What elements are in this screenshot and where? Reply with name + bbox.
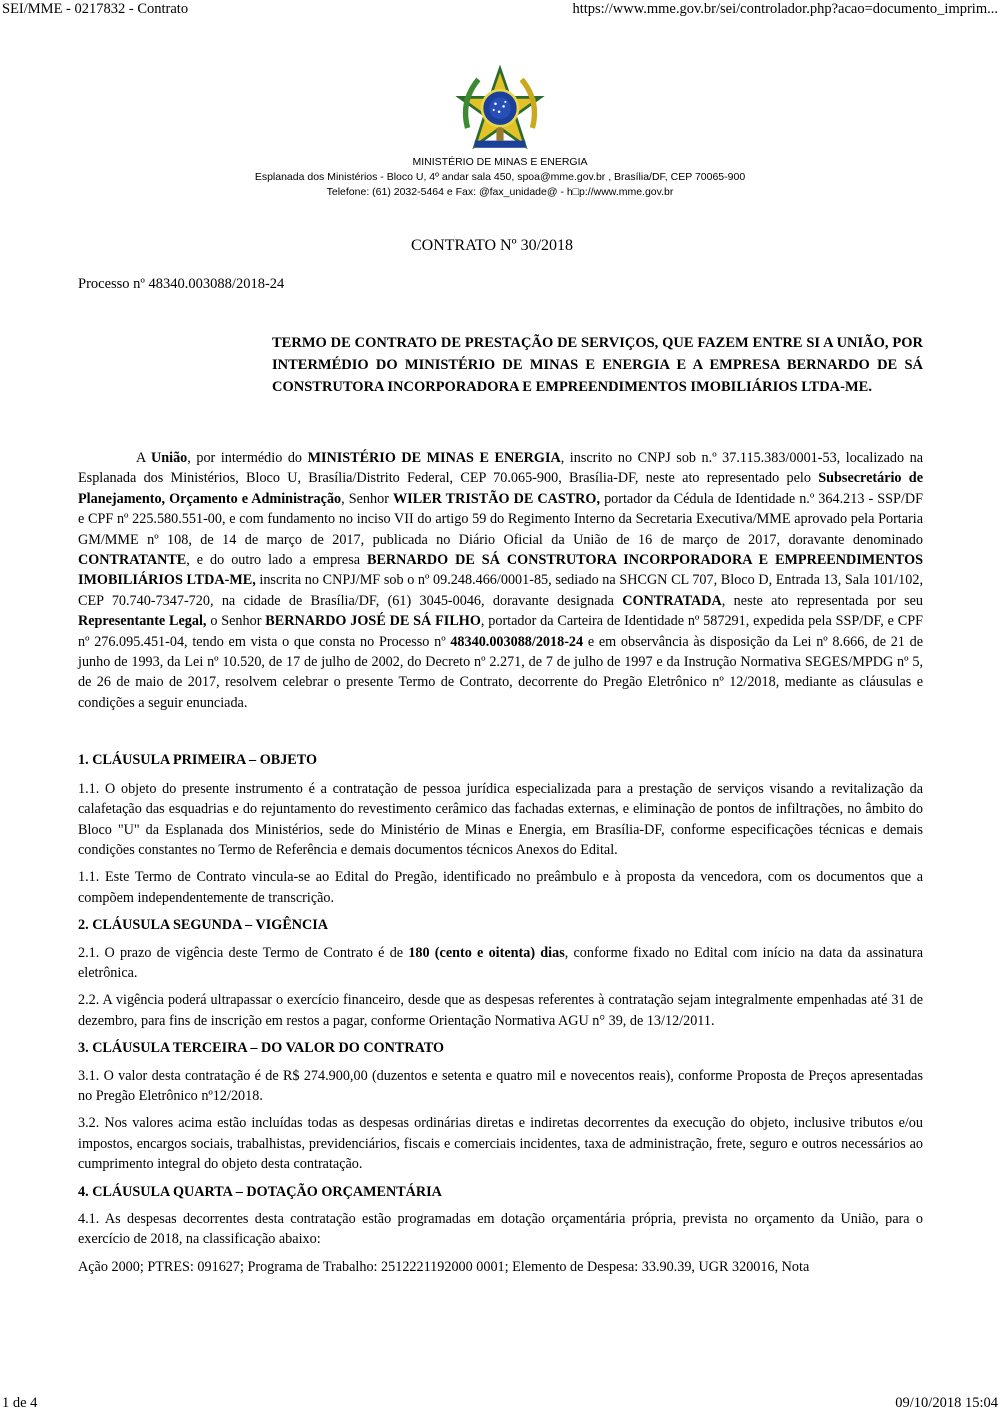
clause-3-paragraph-1: 3.1. O valor desta contratação é de R$ 274.900,00 (duzentos e setenta e quatro mil e novecentos reais), conforme Proposta de Preços apresentadas no Pregão Eletrônico nº12/2018. (78, 1067, 923, 1104)
clause-1-paragraph-2: 1.1. Este Termo de Contrato vincula-se ao Edital do Pregão, identificado no preâmbulo e à proposta da vencedora, com os documentos que a compõem independentemente de transcrição. (78, 869, 923, 906)
clause-2-title: 2. CLÁUSULA SEGUNDA – VIGÊNCIA (78, 917, 329, 934)
clause-2-paragraph-1: 2.1. O prazo de vigência deste Termo de Contrato é de 180 (cento e oitenta) dias, conforme fixado no Edital com início na data da assinatura eletrônica. (78, 944, 923, 981)
clause-1-title: 1. CLÁUSULA PRIMEIRA – OBJETO (78, 752, 317, 769)
clause-4-title: 4. CLÁUSULA QUARTA – DOTAÇÃO ORÇAMENTÁRIA (78, 1183, 442, 1200)
ministry-contacts: Telefone: (61) 2032-5464 e Fax: @fax_unidade@ - h□p://www.mme.gov.br (326, 186, 674, 198)
clause-3-title: 3. CLÁUSULA TERCEIRA – DO VALOR DO CONTRATO (78, 1040, 445, 1057)
preamble-paragraph: A União, por intermédio do MINISTÉRIO DE MINAS E ENERGIA, inscrito no CNPJ sob n.º 37.115.383/0001-53, localizado na Esplanada dos Ministérios, Bloco U, Brasília/Distrito Federal, CEP 70.065-900, Brasília-DF, neste ato representado pelo Subsecretário de Planejamento, Orçamento e Administração, Senhor WILER TRISTÃO DE CASTRO, portador da Cédula de Identidade n.º 364.213 - SSP/DF e CPF nº 225.580.551-00, e com fundamento no inciso VII do artigo 59 do Regimento Interno da Secretaria Executiva/MME aprovado pela Portaria GM/MME nº 108, de 14 de março de 2017, publicada no Diário Oficial da União de 16 de março de 2017, doravante denominado CONTRATANTE, e do outro lado a empresa BERNARDO DE SÁ CONSTRUTORA INCORPORADORA E EMPREENDIMENTOS IMOBILIÁRIOS LTDA-ME, inscrita no CNPJ/MF sob o nº 09.248.466/0001-85, sediado na SHCGN CL 707, Bloco D, Entrada 13, Sala 101/102, CEP 70.740-7347-720, na cidade de Brasília/DF, (61) 3045-0046, doravante designada CONTRATADA, neste ato representada por seu Representante Legal, o Senhor BERNARDO JOSÉ DE SÁ FILHO, portador da Carteira de Identidade nº 587291, expedida pela SSP/DF, e CPF nº 276.095.451-04, tendo em vista o que consta no Processo nº 48340.003088/2018-24 e em observância às disposição da Lei nº 8.666, de 21 de junho de 1993, da Lei nº 10.520, de 17 de julho de 2002, do Decreto nº 2.271, de 7 de julho de 1997 e da Instrução Normativa SEGES/MPDG nº 5, de 26 de maio de 2017, resolvem celebrar o presente Termo de Contrato, decorrente do Pregão Eletrônico nº 12/2018, mediante as cláusulas e condições a seguir enunciada. (78, 450, 924, 711)
coat-of-arms-icon (455, 65, 545, 155)
clause-3-paragraph-2: 3.2. Nos valores acima estão incluídas todas as despesas ordinárias diretas e indiretas decorrentes da execução do objeto, inclusive tributos e/ou impostos, encargos sociais, trabalhistas, previdenciários, fiscais e comerciais incidentes, taxa de administração, frete, seguro e outros necessários ao cumprimento integral do objeto desta contratação. (78, 1115, 923, 1173)
clause-4-paragraph-1: 4.1. As despesas decorrentes desta contratação estão programadas em dotação orçamentária própria, prevista no orçamento da União, para o exercício de 2018, na classificação abaixo: (78, 1211, 923, 1248)
clause-1-paragraph-1: 1.1. O objeto do presente instrumento é a contratação de pessoa jurídica especializada para a prestação de serviços visando a revitalização da calafetação das esquadrias e do rejuntamento do revestimento cerâmico das fachadas externas, e eliminação de pontos de infiltrações, no âmbito do Bloco "U" da Esplanada dos Ministérios, sede do Ministério de Minas e Energia, em Brasília-DF, conforme especificações técnicas e demais condições constantes no Termo de Referência e demais documentos técnicos Anexos do Edital. (78, 780, 923, 858)
contract-body (78, 448, 923, 1277)
ministry-name: MINISTÉRIO DE MINAS E ENERGIA (412, 156, 588, 168)
page-number: 1 de 4 (2, 1395, 38, 1411)
ministry-address: Esplanada dos Ministérios - Bloco U, 4º andar sala 450, spoa@mme.gov.br , Brasília/DF, CEP 70065-900 (254, 171, 746, 183)
contract-number: CONTRATO Nº 30/2018 (411, 237, 574, 254)
contract-summary: TERMO DE CONTRATO DE PRESTAÇÃO DE SERVIÇOS, QUE FAZEM ENTRE SI A UNIÃO, POR INTERMÉDIO DO MINISTÉRIO DE MINAS E ENERGIA E A EMPRESA BERNARDO DE SÁ CONSTRUTORA INCORPORADORA E EMPREENDIMENTOS IMOBILIÁRIOS LTDA-ME. (272, 335, 923, 395)
process-number: Processo nº 48340.003088/2018-24 (78, 276, 285, 292)
print-header-url: https://www.mme.gov.br/sei/controlador.php?acao=documento_imprim... (572, 1, 998, 17)
clause-4-paragraph-2: Ação 2000; PTRES: 091627; Programa de Trabalho: 2512221192000 0001; Elemento de Despesa: 33.90.39, UGR 320016, Nota (78, 1258, 810, 1275)
print-datetime: 09/10/2018 15:04 (895, 1395, 998, 1411)
print-header-title: SEI/MME - 0217832 - Contrato (2, 1, 189, 17)
clause-2-paragraph-2: 2.2. A vigência poderá ultrapassar o exercício financeiro, desde que as despesas referentes à contratação sejam integralmente empenhadas até 31 de dezembro, para fins de inscrição em restos a pagar, conforme Orientação Normativa AGU n° 39, de 13/12/2011. (78, 992, 923, 1029)
